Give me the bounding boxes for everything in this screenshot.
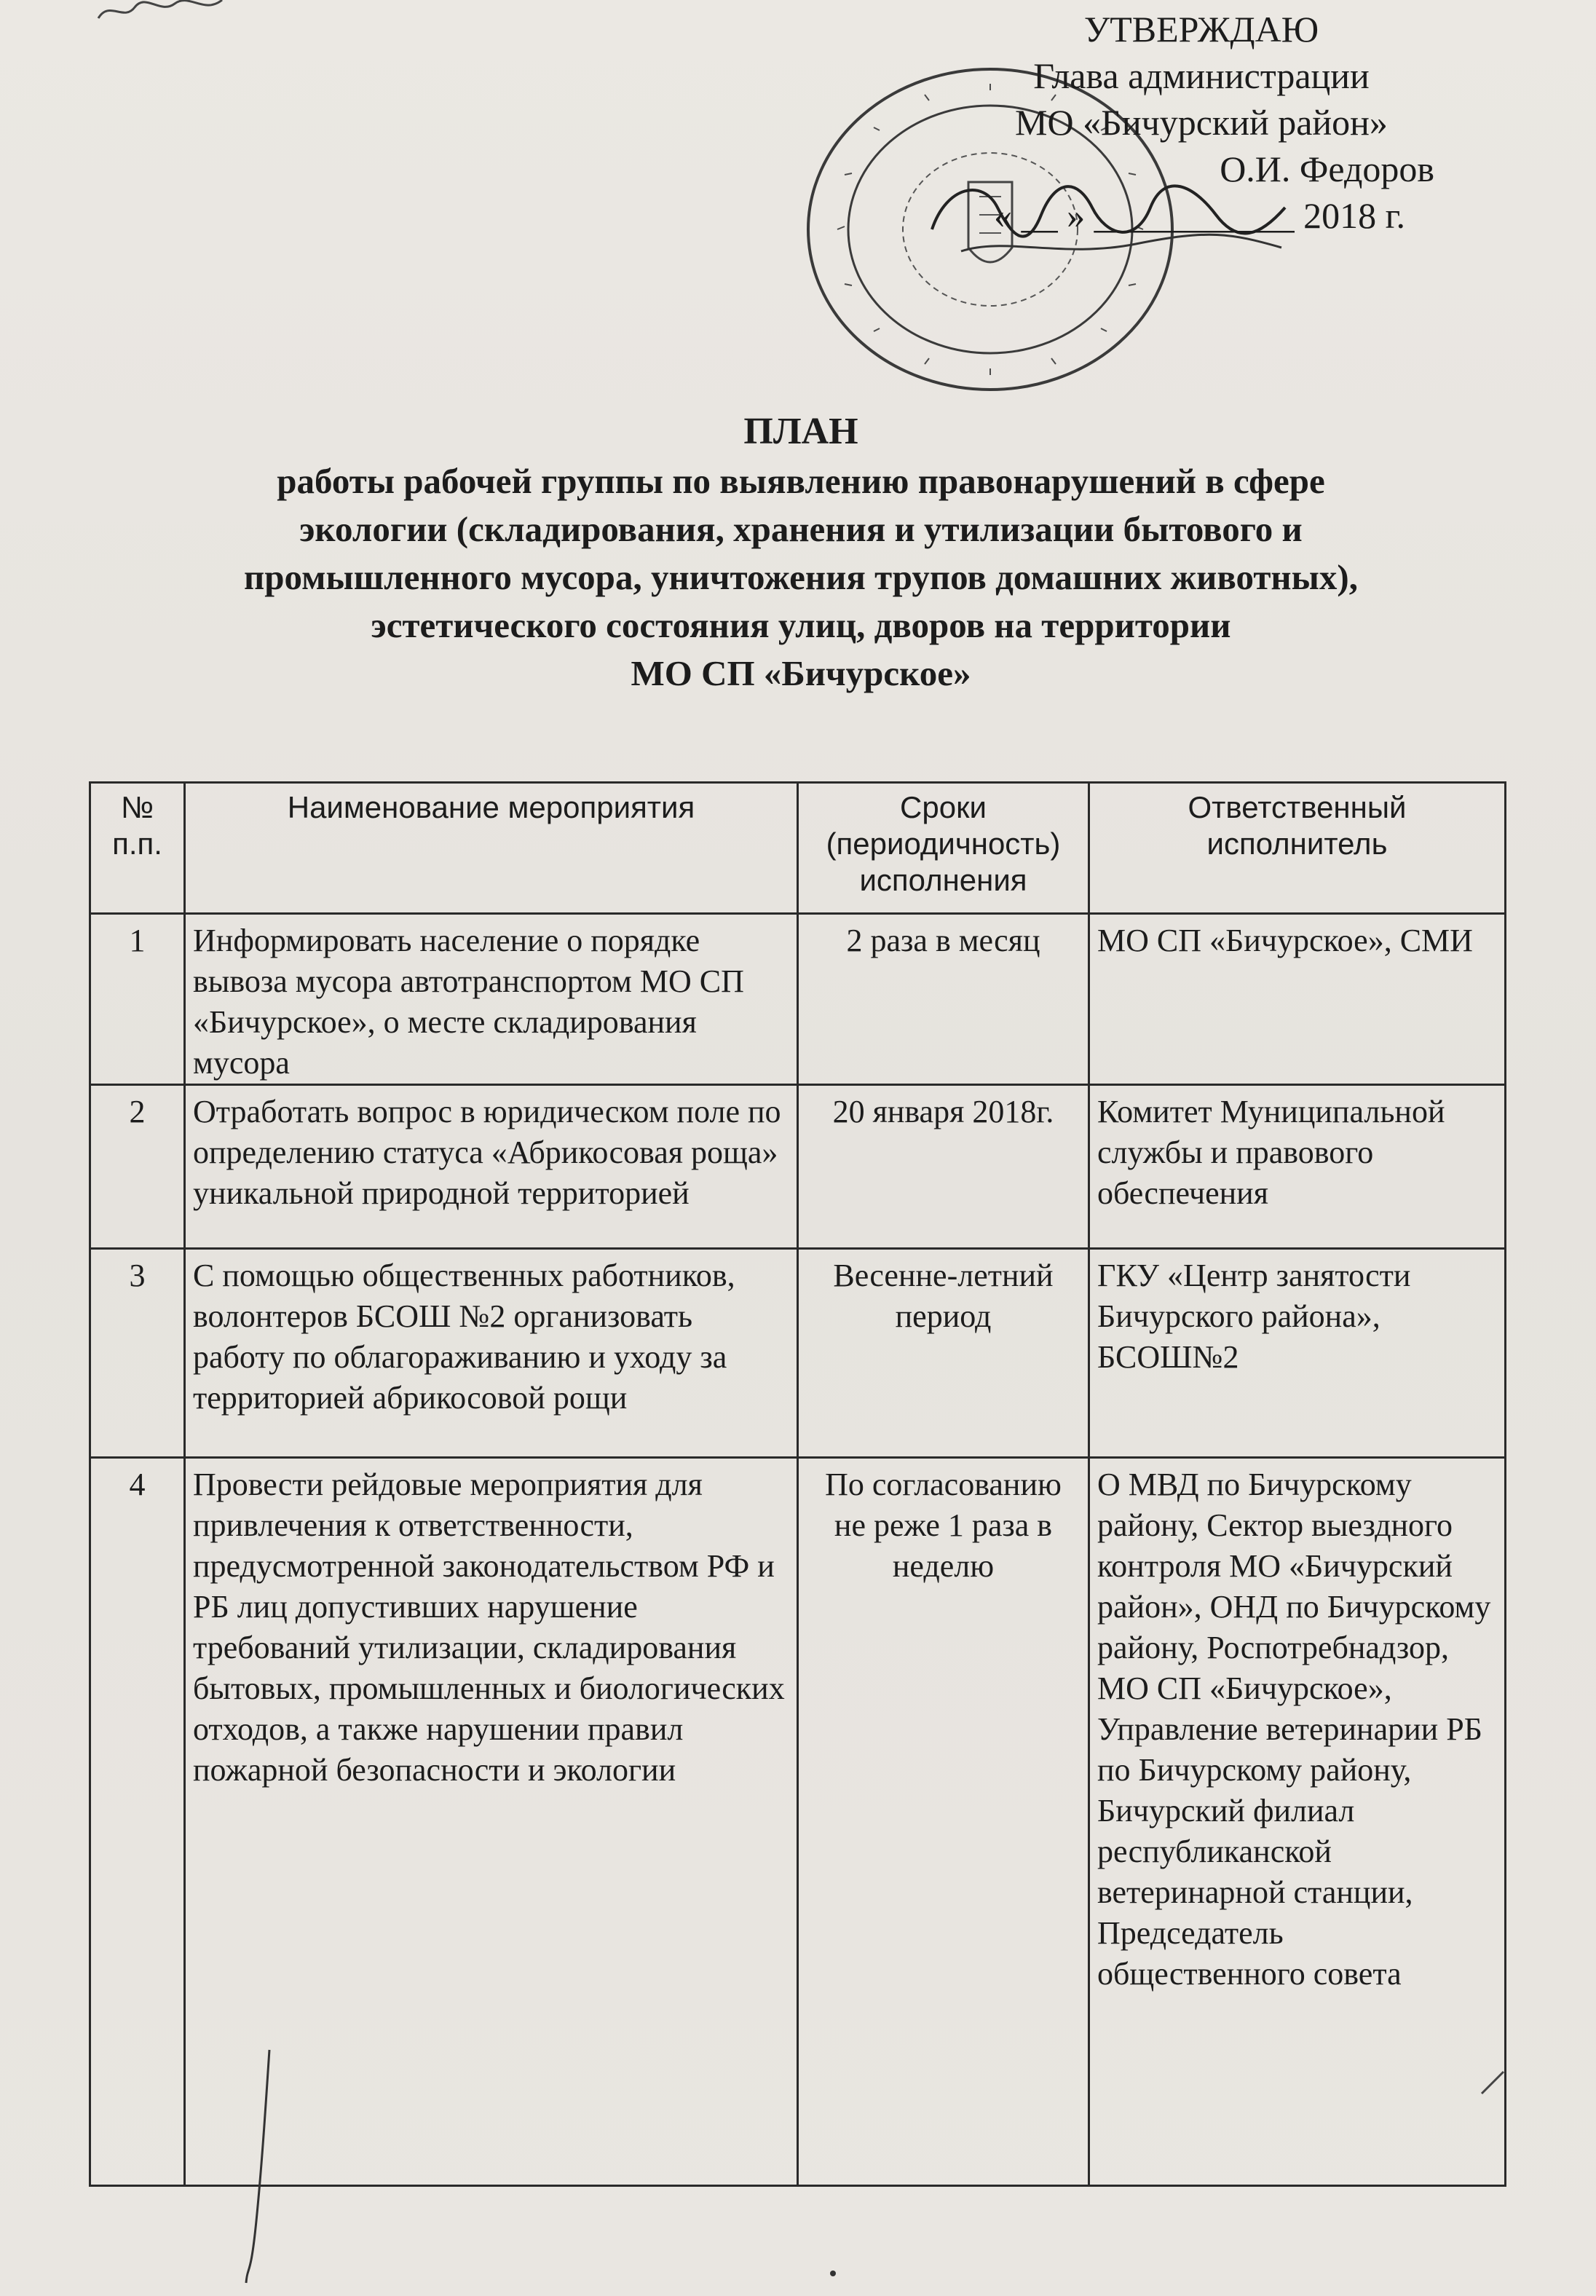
title-line: эстетического состояния улиц, дворов на территории xyxy=(371,605,1231,645)
table-row xyxy=(90,914,1506,1085)
scan-dot xyxy=(830,2271,836,2276)
header-term: Сроки (периодичность) исполнения xyxy=(798,783,1089,914)
handwritten-corner-mark xyxy=(95,0,226,29)
pen-stroke-mark xyxy=(240,2046,284,2287)
approval-signatory: О.И. Федоров xyxy=(1220,149,1434,189)
cell-name: Отработать вопрос в юридическом поле по определению статуса «Абрикосовая роща» уникальной природной территорией xyxy=(185,1085,798,1249)
table-row xyxy=(90,1458,1506,2186)
cell-resp: ГКУ «Центр занятости Бичурского района», БСОШ№2 xyxy=(1089,1249,1506,1458)
cell-resp: Комитет Муниципальной службы и правового обеспечения xyxy=(1089,1085,1506,1249)
cell-num: 3 xyxy=(90,1249,185,1458)
cell-name: Информировать население о порядке вывоза мусора автотранспортом МО СП «Бичурское», о месте складирования мусора xyxy=(185,914,798,1085)
cell-num: 2 xyxy=(90,1085,185,1249)
header-name: Наименование мероприятия xyxy=(185,783,798,914)
approval-organization: МО «Бичурский район» xyxy=(1015,102,1388,143)
cell-num: 1 xyxy=(90,914,185,1085)
cell-resp: О МВД по Бичурскому району, Сектор выездного контроля МО «Бичурский район», ОНД по Бичурскому району, Роспотребнадзор, МО СП «Бичурское», Управление ветеринарии РБ по Бичурскому району, Бичурский филиал республиканской ветеринарной станции, Председатель общественного совета xyxy=(1089,1458,1506,2186)
title-main: ПЛАН xyxy=(743,411,858,452)
plan-table xyxy=(89,781,1506,2187)
cell-resp: МО СП «Бичурское», СМИ xyxy=(1089,914,1506,1085)
approval-block xyxy=(947,6,1456,239)
title-line: экологии (складирования, хранения и утилизации бытового и xyxy=(299,509,1303,549)
cell-num: 4 xyxy=(90,1458,185,2186)
approval-position: Глава администрации xyxy=(1033,55,1370,96)
title-line: МО СП «Бичурское» xyxy=(631,653,971,693)
cell-term: 20 января 2018г. xyxy=(798,1085,1089,1249)
table-row xyxy=(90,1085,1506,1249)
approval-title: УТВЕРЖДАЮ xyxy=(1083,9,1319,50)
title-line: промышленного мусора, уничтожения трупов домашних животных), xyxy=(244,557,1358,597)
cell-term: 2 раза в месяц xyxy=(798,914,1089,1085)
cell-term: По согласованию не реже 1 раза в неделю xyxy=(798,1458,1089,2186)
title-line: работы рабочей группы по выявлению правонарушений в сфере xyxy=(277,461,1325,501)
table-row xyxy=(90,1249,1506,1458)
header-num: № п.п. xyxy=(90,783,185,914)
approval-date: « __ » ___________ 2018 г. xyxy=(994,195,1405,236)
cell-name: Провести рейдовые мероприятия для привлечения к ответственности, предусмотренной законодательством РФ и РБ лиц допустивших нарушение требований утилизации, складирования бытовых, промышленных и биологических отходов, а также нарушении правил пожарной безопасности и экологии xyxy=(185,1458,798,2186)
cell-name: С помощью общественных работников, волонтеров БСОШ №2 организовать работу по облагораживанию и уходу за территорией абрикосовой рощи xyxy=(185,1249,798,1458)
table-header-row xyxy=(90,783,1506,914)
document-title xyxy=(109,408,1493,698)
header-resp: Ответственный исполнитель xyxy=(1089,783,1506,914)
pen-stroke-mark xyxy=(1478,2068,1507,2097)
cell-term: Весенне-летний период xyxy=(798,1249,1089,1458)
